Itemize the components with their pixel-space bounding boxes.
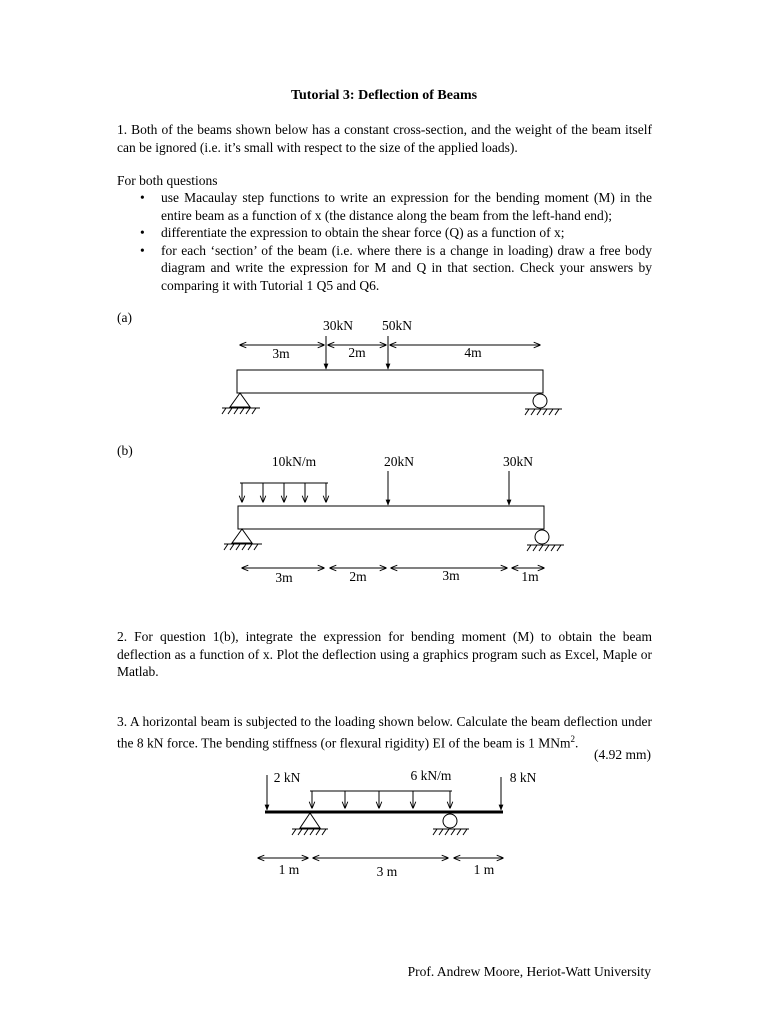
- dimension-label: 3m: [272, 346, 290, 361]
- load-label-30kn: 30kN: [503, 454, 533, 469]
- load-label-8kn: 8 kN: [509, 770, 537, 785]
- bullet-item: • differentiate the expression to obtain the shear force (Q) as a function of x;: [140, 224, 652, 242]
- question-3-body: 3. A horizontal beam is subjected to the loading shown below. Calculate the beam deflection under the 8 kN force. The bending stiffness (or flexural rigidity) EI of the beam is 1 MNm: [117, 714, 652, 750]
- distributed-load: [310, 791, 452, 808]
- pin-support: [292, 813, 328, 835]
- figure-b-label: (b): [117, 443, 133, 458]
- bullet-item: • use Macaulay step functions to write an expression for the bending moment (M) in the entire beam as a function of x (the distance along the beam from the left-hand end);: [140, 189, 652, 224]
- page-title: Tutorial 3: Deflection of Beams: [290, 88, 478, 103]
- dimension-label: 1 m: [473, 862, 495, 877]
- load-label-50kn: 50kN: [382, 318, 412, 333]
- load-label-udl: 6 kN/m: [410, 768, 452, 783]
- question-3-answer: (4.92 mm): [594, 747, 651, 762]
- dimension-label: 1 m: [278, 862, 300, 877]
- dimension-label: 1m: [521, 569, 539, 584]
- dimension-label: 4m: [464, 345, 482, 360]
- question-1-intro: 1. Both of the beams shown below has a constant cross-section, and the weight of the beam itself can be ignored (i.e. it’s small with respect to the size of the applied loads).: [117, 122, 652, 155]
- load-label-udl: 10kN/m: [271, 454, 317, 469]
- load-label-20kn: 20kN: [384, 454, 414, 469]
- figure-a-label: (a): [117, 310, 132, 325]
- question-3-end: .: [575, 735, 579, 750]
- question-2-text: 2. For question 1(b), integrate the expression for bending moment (M) to obtain the beam deflection as a function of x. Plot the deflection using a graphics program such as Excel, Maple or Matlab.: [117, 629, 652, 679]
- dimension-label: 3m: [275, 570, 293, 585]
- load-label-2kn: 2 kN: [273, 770, 301, 785]
- dimension-label: 3 m: [376, 864, 398, 879]
- load-label-30kn: 30kN: [323, 318, 353, 333]
- footer-author: Prof. Andrew Moore, Heriot-Watt University: [407, 964, 651, 979]
- superscript: 2: [570, 733, 576, 744]
- dimension-label: 2m: [349, 569, 367, 584]
- dimension-label: 3m: [442, 568, 460, 583]
- roller-support: [433, 814, 469, 835]
- bullet-item: • for each ‘section’ of the beam (i.e. where there is a change in loading) draw a free body diagram and write the expression for M and Q in that section. Check your answers by comparing it with Tutorial 1 Q5 and Q6.: [140, 242, 652, 295]
- dimension-label: 2m: [348, 345, 366, 360]
- question-1-lead: For both questions: [117, 173, 218, 188]
